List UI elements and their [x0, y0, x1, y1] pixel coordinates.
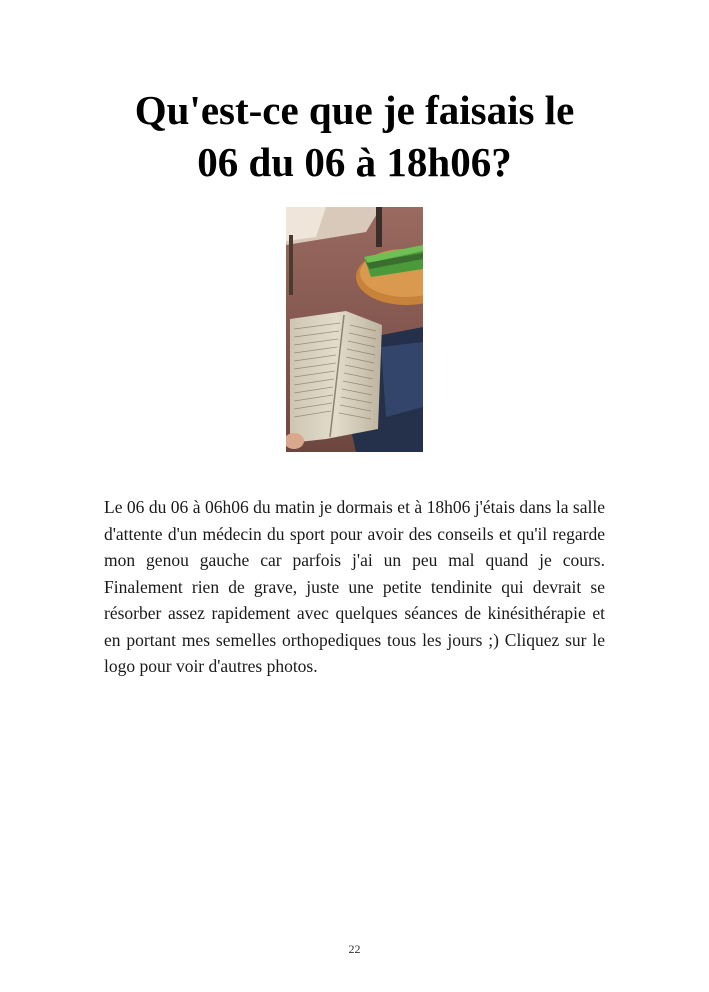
open-book [290, 311, 382, 443]
page-title [60, 84, 649, 188]
photo-reading-book [286, 207, 423, 452]
page-number: 22 [348, 942, 361, 956]
body-paragraph: Le 06 du 06 à 06h06 du matin je dormais et à 18h06 j'étais dans la salle d'attente d'un médecin du sport pour avoir des conseils et qu'il regarde mon genou gauche car parfois j'ai un peu mal quand je cours. Finalement rien de grave, juste une petite tendinite qui devrait se résorber assez rapidement avec quelques séances de kinésithérapie et en portant mes semelles orthopediques tous les jours ;) Cliquez sur le logo pour voir d'autres photos. [104, 497, 605, 676]
title-line-1: Qu'est-ce que je faisais le [134, 87, 575, 133]
title-line-2: 06 du 06 à 18h06? [197, 139, 512, 185]
